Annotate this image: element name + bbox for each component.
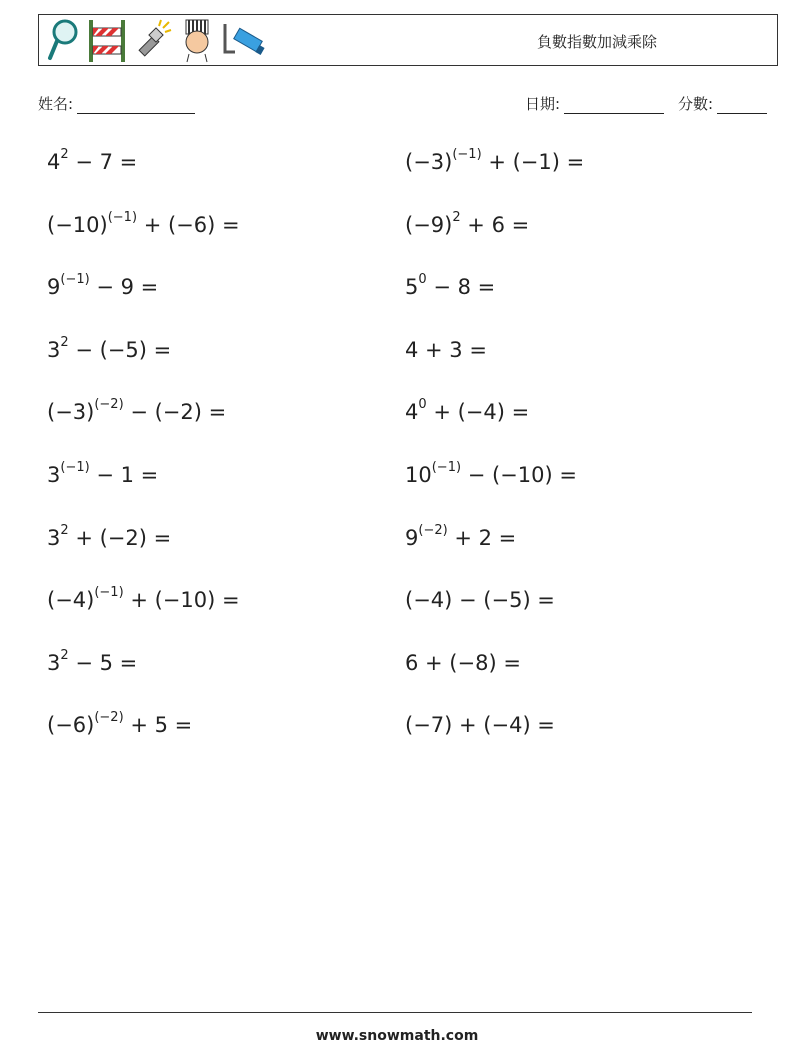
- problem-exponent: (−2): [94, 710, 124, 726]
- footer-divider: [38, 1012, 752, 1013]
- name-field: [38, 93, 195, 114]
- date-blank[interactable]: [564, 98, 664, 114]
- problem-base: 5: [405, 275, 419, 300]
- problem-rest: − 1 =: [89, 463, 159, 487]
- problem-base: (−4): [47, 588, 95, 613]
- problem-exponent: (−2): [94, 397, 124, 413]
- problem-base: 3: [47, 337, 61, 362]
- date-label: 日期:: [525, 95, 561, 113]
- road-barrier-icon: [87, 18, 127, 64]
- problem-base: 9: [405, 525, 419, 550]
- problem-item: [405, 651, 521, 675]
- problem-exponent: (−1): [60, 272, 90, 288]
- problem-base: (−3): [47, 400, 95, 425]
- problem-item: [405, 397, 530, 425]
- problem-exponent: 2: [452, 209, 461, 225]
- score-field: [678, 93, 767, 114]
- problem-rest: − 9 =: [89, 275, 159, 300]
- problem-exponent: 2: [60, 147, 69, 162]
- problem-rest: + 6 =: [460, 212, 530, 237]
- header-icons: [45, 18, 267, 64]
- problem-item: [405, 338, 487, 362]
- problem-base: 3: [47, 650, 61, 675]
- problem-exponent: (−1): [431, 460, 462, 475]
- problem-rest: + (−10) =: [123, 588, 240, 613]
- problem-item: [405, 272, 496, 300]
- problem-base: (−10): [47, 212, 108, 237]
- problem-exponent: 2: [60, 647, 69, 663]
- problem-item: [47, 397, 227, 425]
- problem-rest: − (−10) =: [461, 463, 577, 487]
- problem-base: (−9): [405, 212, 453, 237]
- problem-exponent: 2: [60, 334, 69, 350]
- problem-rest: + (−6) =: [137, 212, 240, 237]
- problem-item: [405, 147, 585, 174]
- magnifying-glass-icon: [45, 18, 81, 64]
- problem-item: [405, 588, 555, 612]
- problem-base: 9: [47, 275, 61, 300]
- problem-base: (−4) − (−5) =: [405, 588, 555, 613]
- name-label: 姓名:: [38, 95, 74, 113]
- problem-exponent: (−2): [418, 522, 448, 538]
- problem-item: [47, 334, 172, 362]
- problem-exponent: (−1): [94, 585, 124, 601]
- problem-base: 3: [47, 525, 61, 550]
- problem-rest: − 8 =: [426, 275, 496, 300]
- problem-exponent: 0: [418, 272, 427, 288]
- footer-site: www.snowmath.com: [315, 1028, 479, 1044]
- worksheet-header: [38, 14, 778, 66]
- prisoner-icon: [179, 18, 215, 64]
- problem-base: (−7) + (−4) =: [405, 713, 555, 738]
- problem-item: [47, 272, 159, 300]
- problem-item: [47, 460, 159, 487]
- problem-item: [47, 522, 172, 550]
- worksheet-title: 負數指數加減乘除: [536, 33, 657, 51]
- problem-item: [405, 522, 517, 550]
- problem-base: (−6): [47, 713, 95, 738]
- problem-rest: − (−2) =: [123, 400, 227, 425]
- problem-rest: + 5 =: [123, 713, 193, 738]
- problem-item: [47, 147, 138, 174]
- problem-exponent: (−1): [60, 460, 90, 475]
- problem-rest: + (−2) =: [68, 525, 172, 550]
- problem-base: 4: [47, 150, 61, 174]
- problem-rest: + (−4) =: [426, 400, 530, 425]
- flashlight-icon: [133, 18, 173, 64]
- problem-rest: + (−1) =: [481, 150, 585, 174]
- problem-exponent: 0: [418, 397, 427, 413]
- problem-item: [405, 460, 577, 487]
- problem-item: [47, 710, 193, 738]
- score-label: 分數:: [678, 95, 714, 113]
- problem-base: 4 + 3 =: [405, 337, 487, 362]
- problem-base: 10: [405, 463, 432, 487]
- problem-item: [47, 585, 240, 613]
- problem-item: [47, 647, 138, 675]
- problem-base: 4: [405, 400, 419, 425]
- problem-rest: − 7 =: [68, 150, 138, 174]
- problem-item: [405, 209, 530, 237]
- problem-rest: − 5 =: [68, 650, 138, 675]
- date-field: [525, 93, 664, 114]
- problem-base: 3: [47, 463, 61, 487]
- problem-base: (−3): [405, 150, 453, 174]
- problem-exponent: (−1): [107, 209, 138, 225]
- problem-rest: − (−5) =: [68, 337, 172, 362]
- problem-item: [47, 209, 240, 237]
- problem-exponent: (−1): [452, 147, 482, 162]
- problem-exponent: 2: [60, 522, 69, 538]
- problem-item: [405, 713, 555, 737]
- problem-rest: + 2 =: [447, 525, 517, 550]
- security-camera-icon: [221, 18, 267, 64]
- score-blank[interactable]: [717, 98, 767, 114]
- name-blank[interactable]: [77, 98, 195, 114]
- problem-base: 6 + (−8) =: [405, 650, 521, 675]
